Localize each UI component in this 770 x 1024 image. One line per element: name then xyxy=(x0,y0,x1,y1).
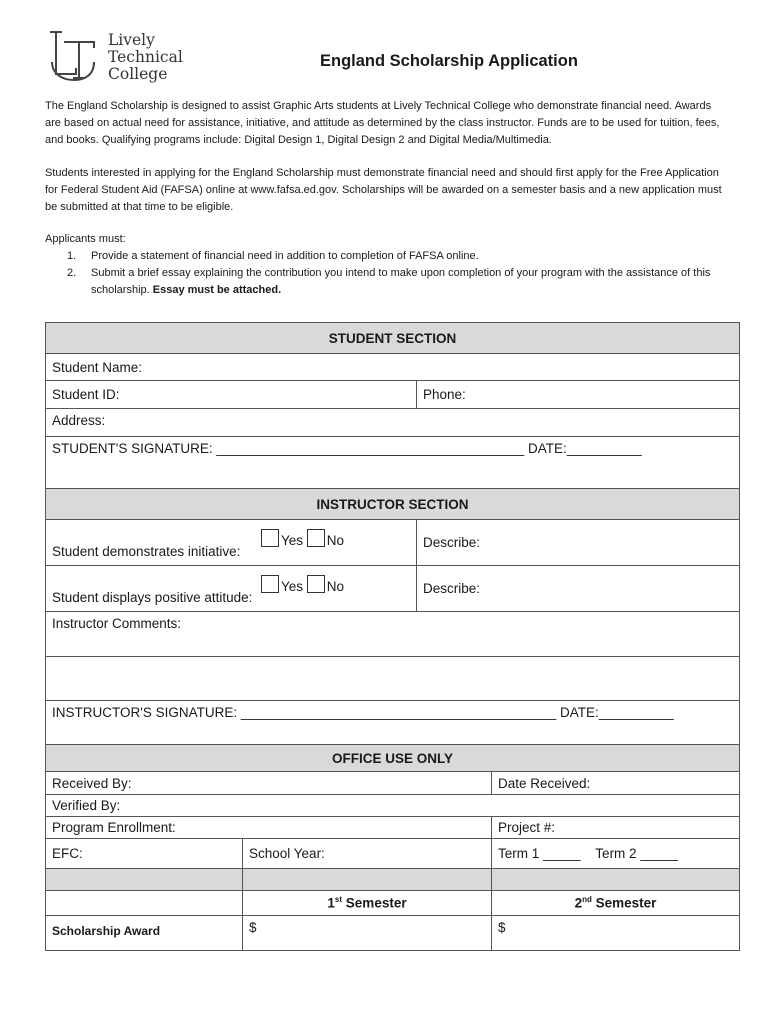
date-received-label: Date Received: xyxy=(498,775,591,791)
phone-label: Phone: xyxy=(423,387,466,402)
intro-paragraph-1: The England Scholarship is designed to assist Graphic Arts students at Lively Technical College who demonstrate financial need. Awards are based on actual need for assistance, initiative, and attitude as determined by the class instructor. Funds are to be used for tuition, fees, and books. Qualifying programs include: Digital Design 1, Digital Design 2 and Digital Media/Multimedia. xyxy=(45,100,720,146)
verified-by-label: Verified By: xyxy=(52,798,121,813)
application-form xyxy=(45,322,740,951)
initiative-yes-checkbox[interactable] xyxy=(261,529,279,547)
student-name-label: Student Name: xyxy=(52,359,143,375)
term-field[interactable] xyxy=(492,839,740,869)
attitude-label: Student displays positive attitude: xyxy=(52,590,253,605)
program-enrollment-field[interactable] xyxy=(46,817,492,839)
student-id-field[interactable] xyxy=(46,381,417,409)
student-name-field[interactable] xyxy=(46,354,740,381)
address-field[interactable] xyxy=(46,409,740,437)
date-line: __________ xyxy=(598,705,674,720)
office-section-heading: OFFICE USE ONLY xyxy=(46,745,740,772)
instructor-signature-field[interactable] xyxy=(46,701,740,745)
requirement-text: Submit a brief essay explaining the contribution you intend to make upon completion of your program with the assistance of this scholarship. xyxy=(91,267,711,296)
attitude-no-checkbox[interactable] xyxy=(307,575,325,593)
second-semester-header-blank xyxy=(492,869,740,891)
instructor-date-label: DATE: xyxy=(559,705,599,720)
phone-field[interactable] xyxy=(417,381,740,409)
college-logo xyxy=(46,28,196,84)
date-line: __________ xyxy=(566,441,642,456)
address-label: Address: xyxy=(52,413,106,428)
student-section-heading: STUDENT SECTION xyxy=(46,323,740,354)
logo-line-3: College xyxy=(108,65,168,83)
yes-label: Yes xyxy=(281,579,304,594)
currency-symbol: $ xyxy=(498,920,506,935)
initiative-choices xyxy=(261,529,344,548)
initiative-row xyxy=(46,520,417,566)
instructor-comments-area[interactable] xyxy=(46,657,740,701)
school-year-label: School Year: xyxy=(249,846,325,861)
initiative-label: Student demonstrates initiative: xyxy=(52,544,241,559)
page-title: England Scholarship Application xyxy=(320,52,578,70)
award-header-blank xyxy=(46,869,243,891)
list-item xyxy=(45,265,730,299)
describe-label: Describe: xyxy=(423,581,481,596)
student-date-label: DATE: xyxy=(527,441,567,456)
received-by-field[interactable] xyxy=(46,772,492,795)
logo-line-2: Technical xyxy=(108,48,183,66)
list-item xyxy=(45,248,730,265)
received-by-label: Received By: xyxy=(52,775,132,791)
second-semester-award-field[interactable] xyxy=(492,916,740,951)
date-received-field[interactable] xyxy=(492,772,740,795)
instructor-comments-label: Instructor Comments: xyxy=(52,616,182,631)
student-signature-label: STUDENT'S SIGNATURE: xyxy=(52,441,213,456)
attitude-choices xyxy=(261,575,344,594)
signature-line: _________________________________________ xyxy=(216,441,525,456)
verified-by-field[interactable] xyxy=(46,795,740,817)
instructor-comments-field[interactable] xyxy=(46,612,740,657)
requirement-emphasis: Essay must be attached. xyxy=(152,284,282,296)
yes-label: Yes xyxy=(281,533,304,548)
initiative-describe-field[interactable] xyxy=(417,520,740,566)
scholarship-award-label: Scholarship Award xyxy=(46,916,243,951)
intro-paragraph-2: Students interested in applying for the England Scholarship must demonstrate financial need and should first apply for the Free Application for Federal Student Aid (FAFSA) online at www.fafsa.ed.gov. Scholarships will be awarded on a semester basis and a new application must be submitted at that time to be eligible. xyxy=(45,167,722,213)
first-semester-award-field[interactable] xyxy=(243,916,492,951)
term-label: Term 1 _____ Term 2 _____ xyxy=(498,846,678,861)
instructor-section-heading: INSTRUCTOR SECTION xyxy=(46,489,740,520)
program-enrollment-label: Program Enrollment: xyxy=(52,820,176,835)
list-number: 1. xyxy=(67,250,77,262)
attitude-row xyxy=(46,566,417,612)
award-label-blank xyxy=(46,891,243,916)
attitude-describe-field[interactable] xyxy=(417,566,740,612)
project-number-label: Project #: xyxy=(498,820,556,835)
efc-label: EFC: xyxy=(52,846,83,861)
project-number-field[interactable] xyxy=(492,817,740,839)
initiative-no-checkbox[interactable] xyxy=(307,529,325,547)
requirement-text: Provide a statement of financial need in addition to completion of FAFSA online. xyxy=(91,250,479,262)
student-signature-field[interactable] xyxy=(46,437,740,489)
first-semester-header-blank xyxy=(243,869,492,891)
applicants-must-label: Applicants must: xyxy=(45,233,126,245)
ltc-monogram-icon xyxy=(46,28,102,84)
logo-wordmark xyxy=(108,32,183,83)
list-number: 2. xyxy=(67,267,77,279)
describe-label: Describe: xyxy=(423,535,481,550)
no-label: No xyxy=(326,533,345,548)
efc-field[interactable] xyxy=(46,839,243,869)
requirements-list xyxy=(45,248,730,299)
currency-symbol: $ xyxy=(249,920,257,935)
no-label: No xyxy=(326,579,345,594)
instructor-signature-label: INSTRUCTOR'S SIGNATURE: xyxy=(52,705,238,720)
logo-line-1: Lively xyxy=(108,31,155,49)
student-id-label: Student ID: xyxy=(52,387,120,402)
school-year-field[interactable] xyxy=(243,839,492,869)
first-semester-heading: 1st Semester xyxy=(243,891,492,916)
attitude-yes-checkbox[interactable] xyxy=(261,575,279,593)
signature-line: __________________________________________ xyxy=(240,705,557,720)
second-semester-heading: 2nd Semester xyxy=(492,891,740,916)
